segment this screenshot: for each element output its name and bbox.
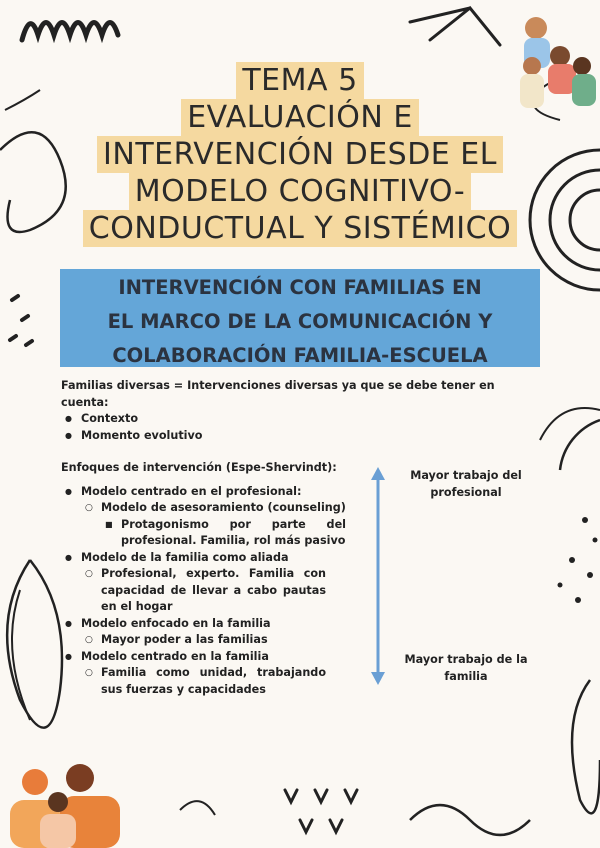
dot-doodles <box>558 517 598 603</box>
content-body <box>61 378 531 698</box>
list-item: ○ Modelo de asesoramiento (counseling) <box>81 500 531 517</box>
spacer <box>61 444 531 460</box>
list-item: ● Contexto <box>61 411 531 428</box>
title-line: EVALUACIÓN E <box>181 99 419 136</box>
list-item: ● Modelo enfocado en la familia <box>61 616 531 633</box>
subtitle-line: INTERVENCIÓN CON FAMILIAS EN <box>118 276 482 299</box>
title-line: INTERVENCIÓN DESDE EL <box>97 136 503 173</box>
title-block <box>0 62 600 247</box>
scale-bottom-label: Mayor trabajo de la familia <box>404 653 528 683</box>
title-line: TEMA 5 <box>236 62 363 99</box>
list-item: ● Modelo centrado en el profesional: <box>61 484 531 501</box>
intro-text: Familias diversas = Intervenciones diversas ya que se debe tener en cuenta: <box>61 379 495 409</box>
oval-doodle <box>7 560 62 728</box>
subtitle-line: COLABORACIÓN FAMILIA-ESCUELA <box>112 344 488 367</box>
v-doodles <box>285 790 357 832</box>
list-item: ■ Protagonismo por parte del profesional. Familia, rol más pasivo <box>101 517 346 550</box>
family-illustration-bottom <box>10 764 120 848</box>
list-item: ● Modelo centrado en la familia <box>61 649 531 666</box>
list-item: ○ Profesional, experto. Familia con capacidad de llevar a cabo pautas en el hogar <box>81 566 326 616</box>
subtitle-line: EL MARCO DE LA COMUNICACIÓN Y <box>107 310 493 333</box>
zigzag-doodle <box>22 23 118 41</box>
intro-list <box>61 411 531 444</box>
list-item: ● Modelo de la familia como aliada <box>61 550 531 567</box>
approaches-heading: Enfoques de intervención (Espe-Shervindt): <box>61 461 337 474</box>
title-line: CONDUCTUAL Y SISTÉMICO <box>83 210 517 247</box>
title-line: MODELO COGNITIVO- <box>129 173 471 210</box>
subtitle-banner <box>60 269 540 367</box>
scale-top-label: Mayor trabajo del profesional <box>410 469 522 499</box>
arrow-doodle <box>410 8 500 45</box>
list-item: ○ Mayor poder a las familias <box>81 632 531 649</box>
list-item: ○ Familia como unidad, trabajando sus fuerzas y capacidades <box>81 665 326 698</box>
dash-doodles <box>10 296 32 345</box>
list-item: ● Momento evolutivo <box>61 428 531 445</box>
